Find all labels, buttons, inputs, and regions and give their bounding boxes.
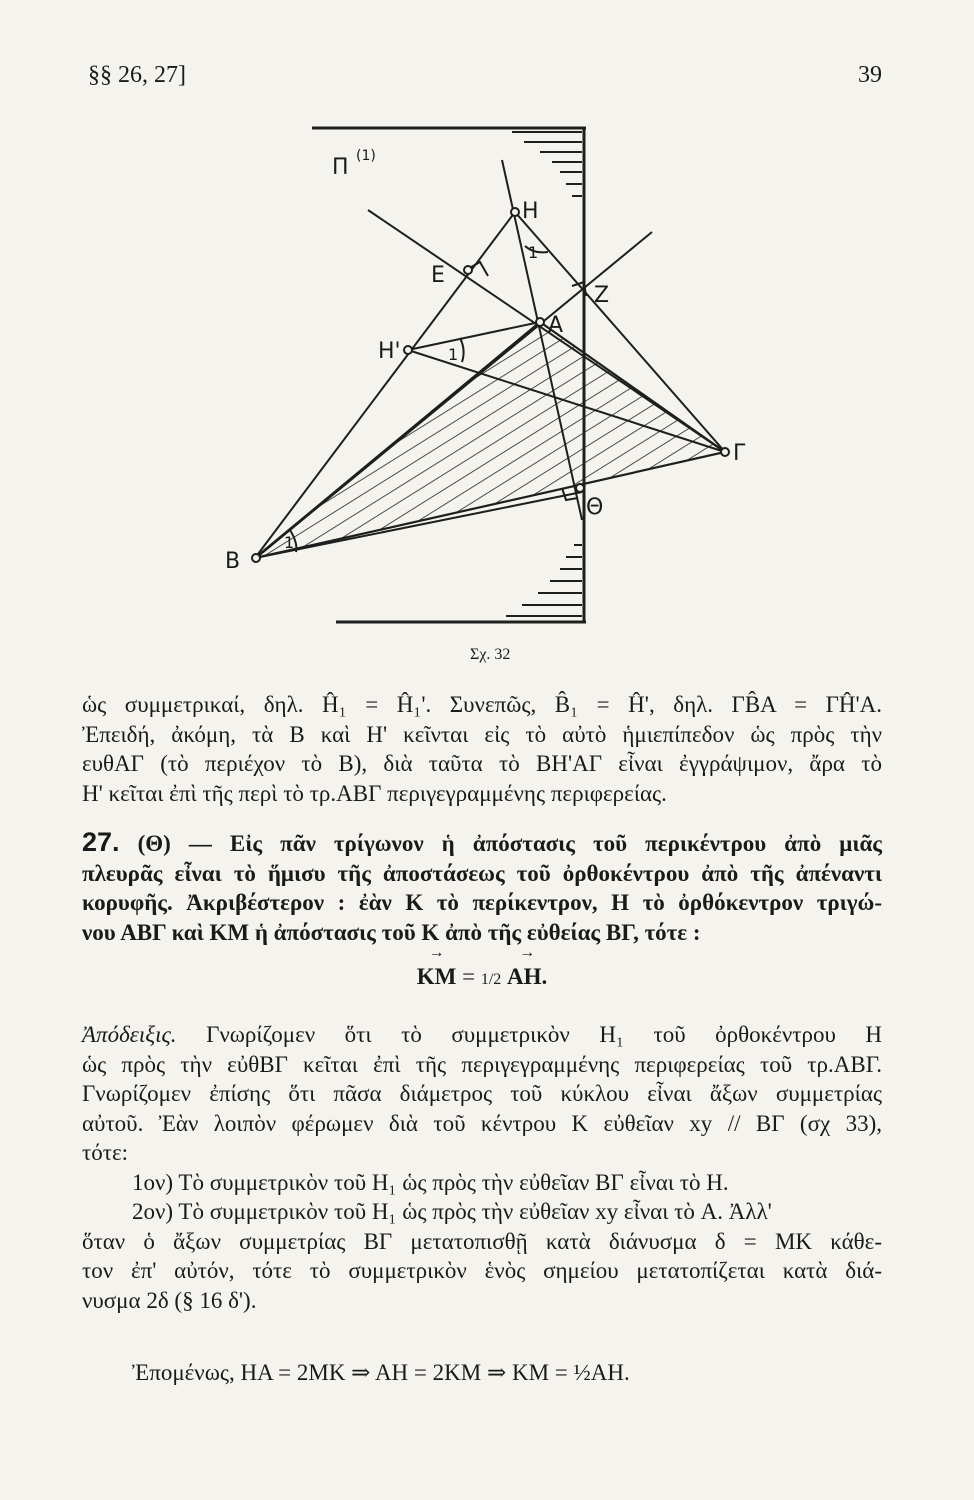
text-line: H' κεῖται ἐπὶ τῆς περὶ τὸ τρ.ΑΒΓ περιγεγραμμένης περιφερείας. xyxy=(82,780,667,806)
proof-line: ὡς πρὸς τὴν εὐθΒΓ κεῖται ἐπὶ τῆς περιγεγραμμένης περιφερείας τοῦ τρ.ΑΒΓ. xyxy=(82,1051,882,1077)
page-number: 39 xyxy=(858,62,882,88)
point-E xyxy=(464,266,472,274)
proof-line: τότε: xyxy=(82,1140,129,1165)
text-line: ευθΑΓ (τὸ περιέχον τὸ B), διὰ ταῦτα τὸ BH'ΑΓ εἶναι ἐγγράψιμον, ἄρα τὸ xyxy=(82,751,882,776)
angle-mark-H: 1 xyxy=(528,243,539,262)
plane-hatch-bottom xyxy=(506,545,582,616)
figure-caption: Σχ. 32 xyxy=(470,646,511,663)
theorem-text: (Θ) — Εἰς πᾶν τρίγωνον ἡ ἀπόστασις τοῦ περικέντρου ἀπὸ μιᾶς xyxy=(137,831,883,856)
label-plane: Π xyxy=(332,155,349,180)
proof-line: ὅταν ὁ ἄξων συμμετρίας ΒΓ μετατοπισθῇ κατὰ διάνυσμα δ = MK κάθε- xyxy=(82,1228,882,1254)
proof-text: Γνωρίζομεν ὅτι τὸ συμμετρικὸν H₁ τοῦ ὀρθοκέντρου H xyxy=(206,1022,882,1047)
text-line: ὡς συμμετρικαί, δηλ. Ĥ₁ = Ĥ₁'. Συνεπῶς, B̂₁ = Ĥ', δηλ. ΓB̂A = ΓĤ'A. xyxy=(82,692,882,717)
label-B: B xyxy=(225,549,241,574)
paragraph-intro xyxy=(82,690,882,808)
label-Z: Z xyxy=(594,283,610,308)
point-A xyxy=(536,318,544,326)
proof-line xyxy=(82,1020,882,1050)
point-Theta xyxy=(576,484,584,492)
section-header: §§ 26, 27] xyxy=(88,62,186,88)
angle-mark-Hprime: 1 xyxy=(448,345,459,364)
label-H: H xyxy=(522,199,539,224)
theorem-line: κορυφῆς. Ἀκριβέστερον : ἐὰν K τὸ περίκεντρον, H τὸ ὀρθόκεντρον τριγώ- xyxy=(82,890,882,915)
theorem-equation xyxy=(82,962,882,995)
label-plane-sup: (1) xyxy=(356,148,376,164)
proof-line: νυσμα 2δ (§ 16 δ'). xyxy=(82,1287,257,1313)
label-Hprime: H' xyxy=(378,339,401,364)
geometry-figure-32 xyxy=(0,0,974,680)
hatched-triangle xyxy=(255,322,725,558)
vector-KM: → KM xyxy=(417,962,457,992)
text-line: Ἐπειδή, ἀκόμη, τὰ B καὶ H' κεῖνται εἰς τὸ αὐτὸ ἡμιεπίπεδον ὡς πρὸς τὴν xyxy=(82,721,882,747)
proof xyxy=(82,1020,882,1315)
label-A: A xyxy=(548,313,564,338)
proof-item-2: 2ον) Τὸ συμμετρικὸν τοῦ H₁ ὡς πρὸς τὴν εὐθεῖαν xy εἶναι τὸ A. Ἀλλ' xyxy=(132,1199,772,1224)
proof-line: Γνωρίζομεν ἐπίσης ὅτι πᾶσα διάμετρος τοῦ κύκλου εἶναι ἄξων συμμετρίας xyxy=(82,1081,882,1106)
theorem-27 xyxy=(82,828,882,947)
fraction-half: 1/2 xyxy=(480,971,502,988)
plane-hatch-top xyxy=(512,132,582,196)
theorem-number: 27. xyxy=(82,827,120,857)
proof-line: αὐτοῦ. Ἐὰν λοιπὸν φέρωμεν διὰ τοῦ κέντρου K εὐθεῖαν xy // ΒΓ (σχ 33), xyxy=(82,1110,882,1136)
equals-sign: = xyxy=(462,964,476,989)
point-Hprime xyxy=(404,346,412,354)
label-E: E xyxy=(431,263,445,288)
point-H xyxy=(511,208,519,216)
angle-mark-B: 1 xyxy=(284,533,295,552)
point-Gamma xyxy=(721,448,729,456)
theorem-line: πλευρᾶς εἶναι τὸ ἥμισυ τῆς ἀποστάσεως τοῦ ὀρθοκέντρου ἀπὸ τῆς ἀπέναντι xyxy=(82,860,882,886)
proof-item-1: 1ον) Τὸ συμμετρικὸν τοῦ H₁ ὡς πρὸς τὴν εὐθεῖαν ΒΓ εἶναι τὸ H. xyxy=(132,1169,729,1195)
theorem-line: νου ΑΒΓ καὶ KM ἡ ἀπόστασις τοῦ K ἀπὸ τῆς εὐθείας ΒΓ, τότε : xyxy=(82,919,701,945)
point-B xyxy=(252,554,260,562)
label-Theta: Θ xyxy=(586,495,604,520)
label-Gamma: Γ xyxy=(733,441,746,466)
theorem-line xyxy=(82,828,882,859)
proof-label: Ἀπόδειξις. xyxy=(82,1022,177,1047)
proof-line: τον ἐπ' αὐτόν, τότε τὸ συμμετρικὸν ἑνὸς σημείου μετατοπίζεται κατὰ διά- xyxy=(82,1258,882,1283)
final-equation: Ἐπομένως, HA = 2MK ⇒ AH = 2KM ⇒ KM = ½AH. xyxy=(132,1360,630,1385)
vector-AH: → AH. xyxy=(507,962,547,992)
angle-arc-Hprime xyxy=(460,338,464,362)
